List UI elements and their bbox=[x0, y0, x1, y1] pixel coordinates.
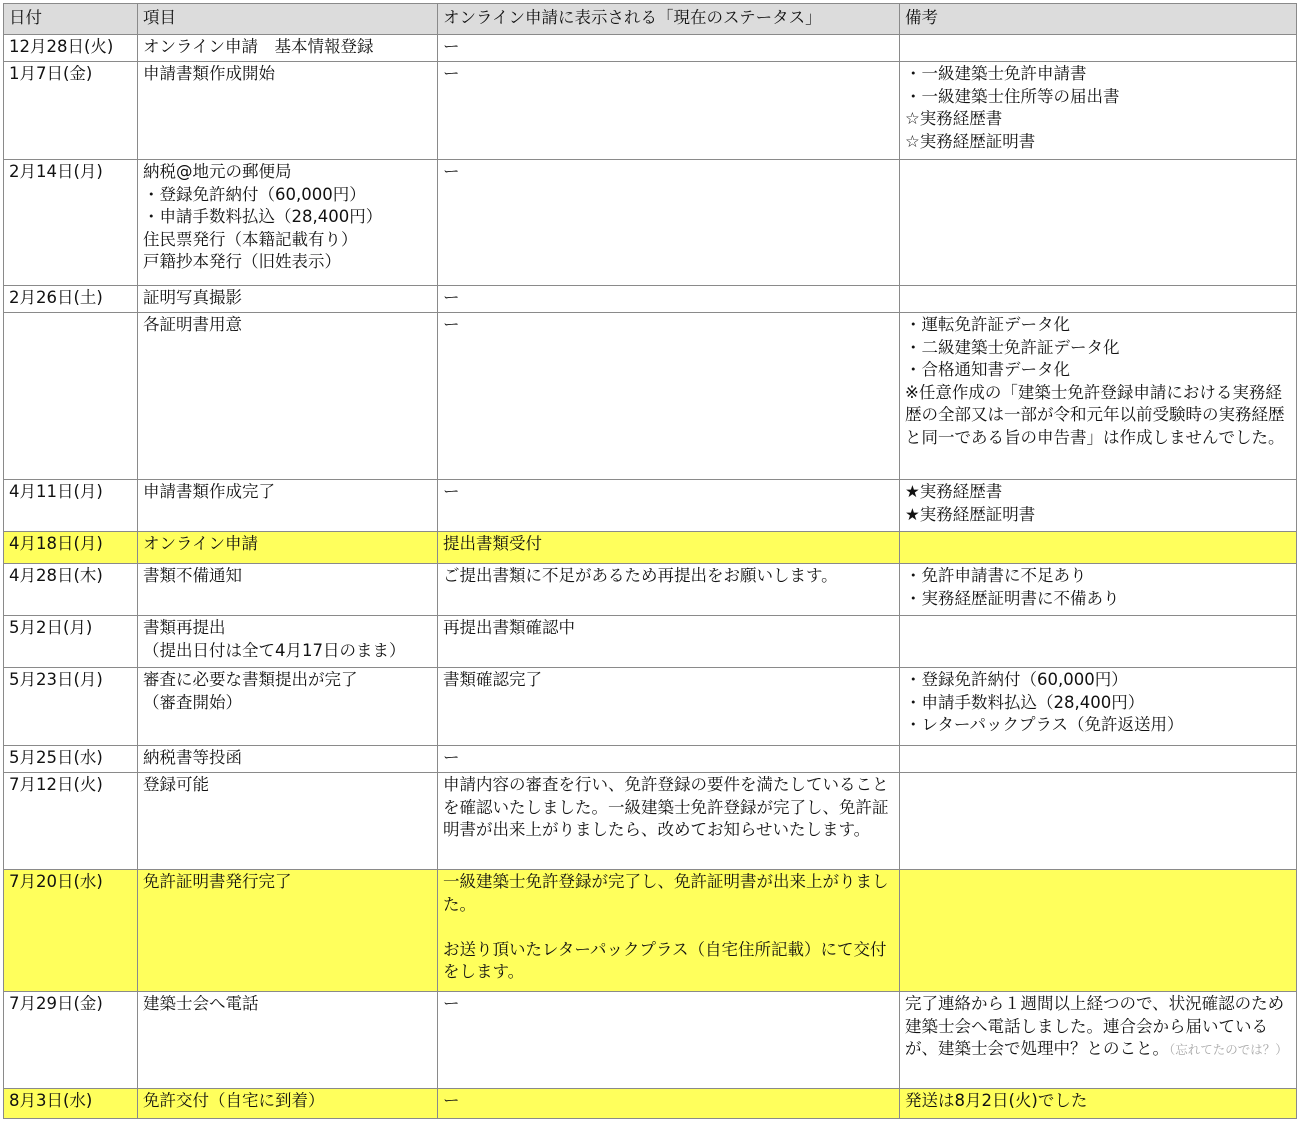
header-item: 項目 bbox=[138, 4, 438, 35]
row-note-cell bbox=[900, 1089, 1297, 1119]
row-note-text: 発送は8月2日(火)でした bbox=[905, 1091, 1088, 1110]
row-status-cell bbox=[438, 773, 900, 870]
row-item-cell bbox=[138, 313, 438, 480]
table-row bbox=[4, 616, 1297, 668]
row-note-cell bbox=[900, 870, 1297, 992]
row-status-cell bbox=[438, 313, 900, 480]
row-item-cell bbox=[138, 35, 438, 62]
row-status-text: ー bbox=[443, 64, 460, 83]
row-note-cell bbox=[900, 773, 1297, 870]
row-date-text: 7月20日(水) bbox=[9, 872, 103, 891]
row-item-cell bbox=[138, 870, 438, 992]
row-status-cell bbox=[438, 616, 900, 668]
row-note-text: ・登録免許納付（60,000円） ・申請手数料払込（28,400円） ・レターパックプラス（免許返送用） bbox=[905, 670, 1184, 735]
row-status-text: 再提出書類確認中 bbox=[443, 618, 575, 637]
row-date-text: 2月14日(月) bbox=[9, 162, 103, 181]
row-date-text: 4月11日(月) bbox=[9, 482, 103, 501]
row-item-cell bbox=[138, 1089, 438, 1119]
row-note-cell bbox=[900, 62, 1297, 160]
table-row bbox=[4, 773, 1297, 870]
row-status-text: ー bbox=[443, 162, 460, 181]
row-note-cell bbox=[900, 313, 1297, 480]
row-note-cell bbox=[900, 480, 1297, 532]
header-note: 備考 bbox=[900, 4, 1297, 35]
row-item-cell bbox=[138, 992, 438, 1089]
row-date-cell bbox=[4, 773, 138, 870]
table-row bbox=[4, 564, 1297, 616]
row-status-text: ー bbox=[443, 1091, 460, 1110]
row-status-text: 一級建築士免許登録が完了し、免許証明書が出来上がりました。 お送り頂いたレターパックプラス（自宅住所記載）にて交付をします。 bbox=[443, 872, 889, 982]
row-date-text: 8月3日(水) bbox=[9, 1091, 93, 1110]
row-item-cell bbox=[138, 564, 438, 616]
row-item-cell bbox=[138, 616, 438, 668]
row-date-text: 4月28日(木) bbox=[9, 566, 103, 585]
row-status-cell bbox=[438, 286, 900, 313]
row-status-cell bbox=[438, 35, 900, 62]
row-status-text: 申請内容の審査を行い、免許登録の要件を満たしていることを確認いたしました。一級建築士免許登録が完了し、免許証明書が出来上がりましたら、改めてお知らせいたします。 bbox=[443, 775, 889, 840]
row-date-cell bbox=[4, 564, 138, 616]
row-status-text: ー bbox=[443, 288, 460, 307]
row-status-cell bbox=[438, 532, 900, 564]
row-date-text: 5月25日(水) bbox=[9, 748, 103, 767]
table-row bbox=[4, 62, 1297, 160]
row-status-text: ー bbox=[443, 482, 460, 501]
table-row bbox=[4, 870, 1297, 992]
row-item-text: オンライン申請 bbox=[143, 534, 259, 553]
row-status-text: ー bbox=[443, 315, 460, 334]
row-status-text: ー bbox=[443, 748, 460, 767]
row-date-text: 7月29日(金) bbox=[9, 994, 103, 1013]
row-note-aside: （忘れてたのでは？） bbox=[1169, 1042, 1288, 1058]
row-note-text: ・一級建築士免許申請書 ・一級建築士住所等の届出書 ☆実務経歴書 ☆実務経歴証明書 bbox=[905, 64, 1120, 151]
row-item-text: 免許交付（自宅に到着） bbox=[143, 1091, 325, 1110]
row-item-cell bbox=[138, 62, 438, 160]
row-item-cell bbox=[138, 773, 438, 870]
row-item-text: 建築士会へ電話 bbox=[143, 994, 259, 1013]
row-item-text: 免許証明書発行完了 bbox=[143, 872, 292, 891]
row-date-cell bbox=[4, 160, 138, 286]
row-note-text: ・免許申請書に不足あり ・実務経歴証明書に不備あり bbox=[905, 566, 1120, 608]
table-row bbox=[4, 480, 1297, 532]
row-date-cell bbox=[4, 532, 138, 564]
row-note-cell bbox=[900, 286, 1297, 313]
row-item-cell bbox=[138, 532, 438, 564]
row-date-cell bbox=[4, 62, 138, 160]
row-note-cell bbox=[900, 35, 1297, 62]
table-row bbox=[4, 313, 1297, 480]
row-date-cell bbox=[4, 870, 138, 992]
row-note-text: 完了連絡から１週間以上経つので、状況確認のため建築士会へ電話しました。連合会から届いているが、建築士会で処理中？とのこと。 bbox=[905, 994, 1285, 1059]
row-note-text: ★実務経歴書 ★実務経歴証明書 bbox=[905, 482, 1036, 524]
row-item-cell bbox=[138, 746, 438, 773]
row-item-cell bbox=[138, 668, 438, 746]
table-row bbox=[4, 532, 1297, 564]
table-row bbox=[4, 992, 1297, 1089]
row-date-text: 1月7日(金) bbox=[9, 64, 93, 83]
row-note-text: ・運転免許証データ化 ・二級建築士免許証データ化 ・合格通知書データ化 ※任意作成の「建築士免許登録申請における実務経歴の全部又は一部が令和元年以前受験時の実務経歴と同一である旨の申告書」は作成しませんでした。 bbox=[905, 315, 1285, 447]
row-date-cell bbox=[4, 286, 138, 313]
row-date-cell bbox=[4, 1089, 138, 1119]
header-row bbox=[4, 4, 1297, 35]
row-date-text: 5月2日(月) bbox=[9, 618, 93, 637]
row-date-text: 4月18日(月) bbox=[9, 534, 103, 553]
row-date-text: 12月28日(火) bbox=[9, 37, 114, 56]
row-status-cell bbox=[438, 62, 900, 160]
table-row bbox=[4, 746, 1297, 773]
table-row bbox=[4, 160, 1297, 286]
table-row bbox=[4, 1089, 1297, 1119]
row-date-cell bbox=[4, 992, 138, 1089]
row-note-cell bbox=[900, 746, 1297, 773]
row-note-cell bbox=[900, 992, 1297, 1089]
row-date-cell bbox=[4, 313, 138, 480]
row-item-text: 審査に必要な書類提出が完了 （審査開始） bbox=[143, 670, 358, 712]
row-date-cell bbox=[4, 480, 138, 532]
timeline-table bbox=[3, 3, 1297, 1119]
row-item-text: 登録可能 bbox=[143, 775, 209, 794]
row-item-cell bbox=[138, 286, 438, 313]
table-body bbox=[4, 35, 1297, 1119]
row-status-text: ー bbox=[443, 37, 460, 56]
row-note-cell bbox=[900, 616, 1297, 668]
table-row bbox=[4, 286, 1297, 313]
table-row bbox=[4, 35, 1297, 62]
row-item-text: 書類不備通知 bbox=[143, 566, 242, 585]
row-item-text: 納税書等投函 bbox=[143, 748, 242, 767]
row-date-cell bbox=[4, 616, 138, 668]
row-status-cell bbox=[438, 992, 900, 1089]
header-date: 日付 bbox=[4, 4, 138, 35]
row-item-text: 納税@地元の郵便局 ・登録免許納付（60,000円） ・申請手数料払込（28,400円） 住民票発行（本籍記載有り） 戸籍抄本発行（旧姓表示） bbox=[143, 162, 383, 272]
row-date-text: 2月26日(土) bbox=[9, 288, 103, 307]
row-note-cell bbox=[900, 532, 1297, 564]
row-item-text: 申請書類作成開始 bbox=[143, 64, 275, 83]
row-date-cell bbox=[4, 35, 138, 62]
row-item-text: 申請書類作成完了 bbox=[143, 482, 275, 501]
row-status-text: 書類確認完了 bbox=[443, 670, 542, 689]
row-status-cell bbox=[438, 564, 900, 616]
row-status-text: 提出書類受付 bbox=[443, 534, 542, 553]
row-status-text: ー bbox=[443, 994, 460, 1013]
row-status-cell bbox=[438, 870, 900, 992]
row-status-cell bbox=[438, 480, 900, 532]
row-note-cell bbox=[900, 160, 1297, 286]
row-item-text: オンライン申請 基本情報登録 bbox=[143, 37, 374, 56]
row-item-text: 各証明書用意 bbox=[143, 315, 242, 334]
row-date-cell bbox=[4, 668, 138, 746]
row-status-cell bbox=[438, 160, 900, 286]
row-item-text: 書類再提出 （提出日付は全て4月17日のまま） bbox=[143, 618, 406, 660]
table-row bbox=[4, 668, 1297, 746]
row-item-cell bbox=[138, 160, 438, 286]
row-note-cell bbox=[900, 564, 1297, 616]
row-date-cell bbox=[4, 746, 138, 773]
row-status-cell bbox=[438, 1089, 900, 1119]
row-item-cell bbox=[138, 480, 438, 532]
row-status-text: ご提出書類に不足があるため再提出をお願いします。 bbox=[443, 566, 838, 585]
row-status-cell bbox=[438, 668, 900, 746]
row-date-text: 7月12日(火) bbox=[9, 775, 103, 794]
row-date-text: 5月23日(月) bbox=[9, 670, 103, 689]
header-status: オンライン申請に表示される「現在のステータス」 bbox=[438, 4, 900, 35]
row-item-text: 証明写真撮影 bbox=[143, 288, 242, 307]
row-status-cell bbox=[438, 746, 900, 773]
row-note-cell bbox=[900, 668, 1297, 746]
